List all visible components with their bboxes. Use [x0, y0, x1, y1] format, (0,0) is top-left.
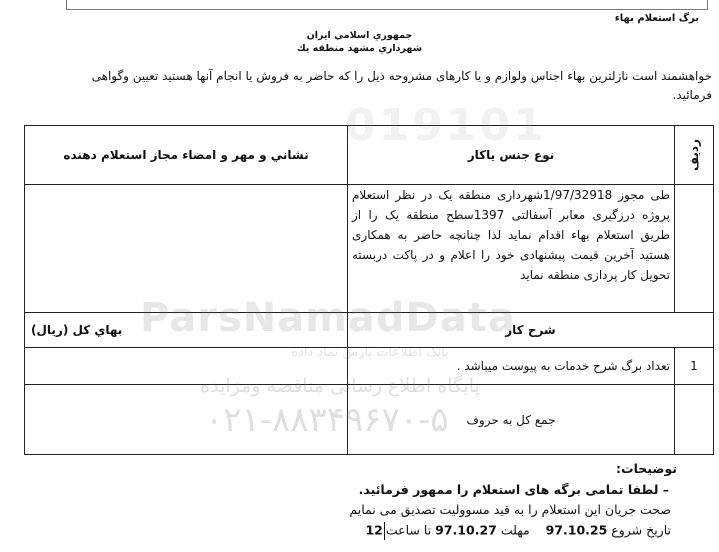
total-in-words-label: جمع كل به حروف	[348, 385, 675, 455]
form-title: برگ استعلام بهاء	[614, 13, 699, 24]
top-frame	[66, 0, 708, 10]
intro-paragraph: خواهشمند است نازلترین بهاء اجناس ولوازم و یا کارهای مشروحه ذیل را که حاضر به فروش یا انجام آنها هستید تعیین وگواهی فرمائید.	[91, 69, 712, 102]
municipality-heading: شهرداري مشهد منطقه يك	[296, 43, 423, 54]
total-price-label: بهاي كل (ريال)	[25, 313, 348, 348]
table-row	[25, 348, 714, 385]
description-text: طی مجوز 1/97/32918شهرداری منطقه یک در نظر استعلام پروژه درزگیری معابر آسفالتی 1397سطح منطقه یک را از طریق استعلام بهاء اقدام نماید لذا چنانچه حاضر به همکاری هستید آخرین قیمت پیشنهادی خود را اعلام و در پاکت دربسته تحویل کار پردازی منطقه نماید	[348, 185, 675, 313]
deadline-date: 97.10.27	[435, 522, 497, 538]
description-radif-cell	[675, 185, 714, 313]
watermark-digits: 019101	[345, 100, 547, 151]
watermark-line3: پایگاه اطلاع رسانی مناقصه ومزایده	[200, 375, 480, 397]
signature-cell	[25, 185, 348, 313]
total-in-words-value	[25, 385, 348, 455]
note-item: – لطفا تمامی برگه های استعلام را ممهور فرمائید.	[358, 482, 669, 497]
row-text: تعداد برگ شرح خدمات به پیوست میباشد .	[348, 348, 675, 385]
total-in-words-row	[25, 385, 714, 455]
inquiry-table	[24, 125, 714, 455]
watermark-line2: بانک اطلاعات پارس نماد داده	[291, 345, 449, 360]
header-signature: نشاني و مهر و امضاء مجاز استعلام دهنده	[25, 126, 348, 185]
row-number: 1	[675, 348, 714, 385]
deadline-label: مهلت	[500, 522, 530, 538]
separator-bar	[384, 522, 385, 540]
work-description-row	[25, 313, 714, 348]
republic-heading: جمهوري اسلامي ايران	[306, 30, 413, 41]
hour-value: 12	[365, 522, 383, 538]
start-label: تاريخ شروع	[611, 522, 671, 538]
watermark-brand: ParsNamadData	[140, 295, 516, 341]
date-line	[365, 522, 671, 540]
notes-title: توضيحات:	[616, 461, 677, 476]
watermark-phone: ۰۲۱-۸۸۳۴۹۶۷۰-۵	[205, 400, 449, 440]
certification-note: صحت جریان این استعلام را به قید مسوولیت تصدیق می نمایم	[349, 502, 671, 517]
until-label: تا ساعت	[385, 522, 432, 538]
start-date: 97.10.25	[545, 522, 608, 538]
description-row	[25, 185, 714, 313]
row-price-cell	[25, 348, 348, 385]
header-item-type: نوع جنس یاکار	[348, 126, 675, 185]
sharh-label: شرح کار	[348, 313, 714, 348]
table-header-row	[25, 126, 714, 185]
total-radif-cell	[675, 385, 714, 455]
header-radif: رديف	[675, 126, 714, 185]
